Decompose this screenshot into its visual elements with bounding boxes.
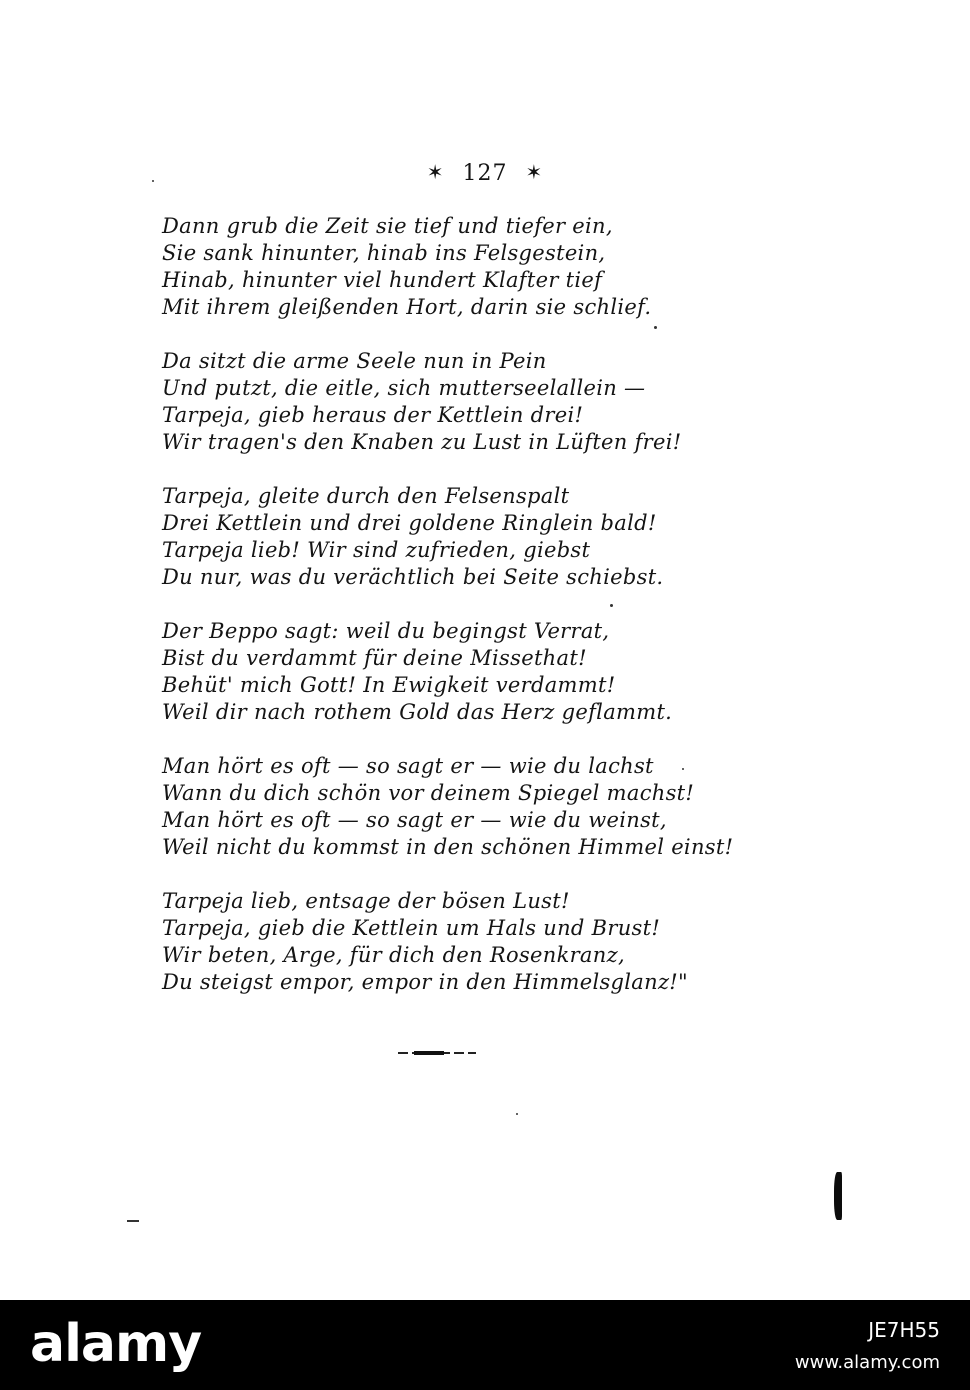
poem-line: Wir tragen's den Knaben zu Lust in Lüften frei!	[162, 430, 682, 454]
poem-line: Behüt' mich Gott! In Ewigkeit verdammt!	[162, 673, 616, 697]
poem-line: Tarpeja, gieb heraus der Kettlein drei!	[162, 403, 584, 427]
brand-logo: alamy	[30, 1314, 202, 1374]
site-url: www.alamy.com	[794, 1352, 940, 1373]
poem-line: Wann du dich schön vor deinem Spiegel machst!	[162, 781, 695, 805]
stanza	[162, 348, 722, 456]
poem-line: Tarpeja, gleite durch den Felsenspalt	[162, 484, 570, 508]
print-speck	[610, 604, 613, 607]
watermark-footer	[0, 1300, 970, 1390]
poem-line: Man hört es oft — so sagt er — wie du lachst	[162, 754, 654, 778]
poem-line: Drei Kettlein und drei goldene Ringlein bald!	[162, 511, 657, 535]
poem-line: Hinab, hinunter viel hundert Klafter tief	[162, 268, 603, 292]
print-speck	[516, 1113, 518, 1115]
stanza	[162, 213, 722, 321]
poem-line: Du steigst empor, empor in den Himmelsglanz!"	[162, 970, 689, 994]
page-number-header	[0, 160, 970, 186]
ornament-left-icon: ✶	[426, 160, 445, 184]
stanza	[162, 618, 722, 726]
stanza	[162, 483, 722, 591]
poem-line: Bist du verdammt für deine Missethat!	[162, 646, 587, 670]
image-id: JE7H55	[868, 1318, 940, 1342]
poem-line: Der Beppo sagt: weil du begingst Verrat,	[162, 619, 610, 643]
poem-line: Wir beten, Arge, für dich den Rosenkranz,	[162, 943, 625, 967]
poem-line: Tarpeja, gieb die Kettlein um Hals und Brust!	[162, 916, 661, 940]
print-speck	[152, 180, 154, 182]
poem-line: Sie sank hinunter, hinab ins Felsgestein,	[162, 241, 606, 265]
stanza	[162, 888, 722, 996]
poem-line: Mit ihrem gleißenden Hort, darin sie schlief.	[162, 295, 652, 319]
poem-line: Du nur, was du verächtlich bei Seite schiebst.	[162, 565, 664, 589]
ornament-right-icon: ✶	[525, 160, 544, 184]
poem-line: Und putzt, die eitle, sich mutterseelallein —	[162, 376, 646, 400]
poem-line: Man hört es oft — so sagt er — wie du weinst,	[162, 808, 667, 832]
page-number: 127	[462, 161, 508, 186]
poem	[162, 213, 734, 1023]
closing-rule	[398, 1052, 476, 1054]
margin-dash	[127, 1220, 139, 1222]
poem-line: Weil nicht du kommst in den schönen Himmel einst!	[162, 835, 734, 859]
poem-line: Da sitzt die arme Seele nun in Pein	[162, 349, 547, 373]
poem-line: Dann grub die Zeit sie tief und tiefer ein,	[162, 214, 613, 238]
stanza	[162, 753, 734, 861]
poem-line: Weil dir nach rothem Gold das Herz geflammt.	[162, 700, 673, 724]
poem-line: Tarpeja lieb! Wir sind zufrieden, giebst	[162, 538, 591, 562]
print-speck	[654, 326, 657, 329]
print-speck	[682, 768, 684, 770]
page-edge-mark	[834, 1172, 842, 1220]
poem-line: Tarpeja lieb, entsage der bösen Lust!	[162, 889, 570, 913]
